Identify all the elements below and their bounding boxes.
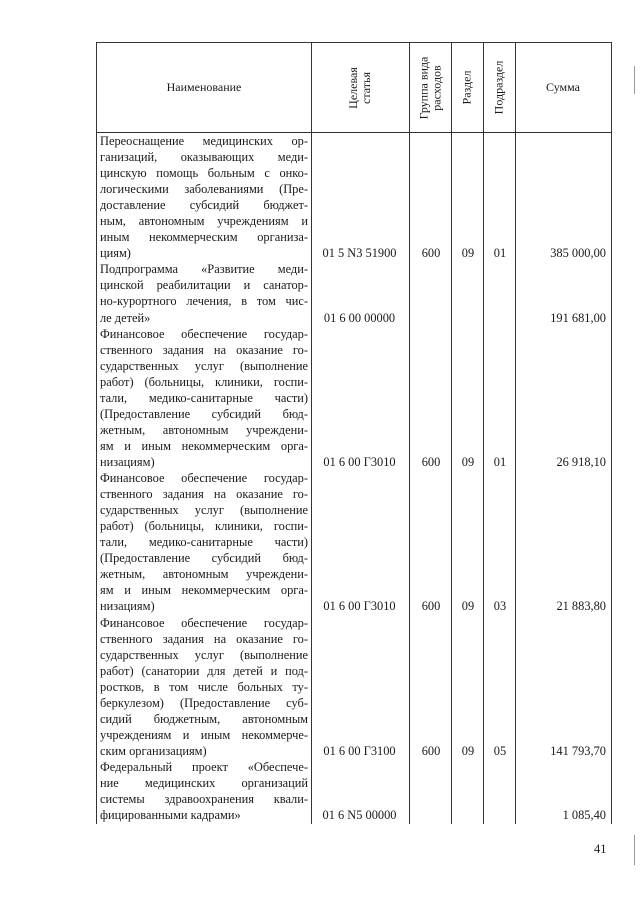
header-subsection-label: Подраздел (491, 60, 506, 115)
row-target-code: 01 6 00 Г3100 (323, 743, 396, 758)
row-name-line: ле детей» (100, 310, 151, 325)
header-group-line2: расходов (429, 64, 443, 111)
row-name-line: системы здравоохранения квали- (100, 792, 308, 807)
row-target-code: 01 5 N3 51900 (322, 246, 397, 261)
row-name-line: ственного задания на оказание го- (100, 631, 308, 646)
row-name-line: сидий бюджетным, автономным (100, 711, 308, 726)
row-name-line: Финансовое обеспечение государ- (100, 326, 308, 341)
scan-edge-mark (634, 66, 635, 94)
row-group-code: 600 (421, 599, 441, 614)
row-section-code: 09 (461, 246, 475, 261)
row-name-line: сударственных услуг (выполнение (100, 358, 308, 373)
row-name-line: тали, медико-санитарные части) (100, 535, 308, 550)
row-name-line: ям и иным некоммерческим орга- (100, 438, 308, 453)
row-name-line: жетным, автономным учреждени- (100, 422, 308, 437)
row-group-code: 600 (421, 743, 441, 758)
row-name-line: ние медицинских организаций (100, 775, 308, 790)
row-name (100, 133, 308, 261)
table-header (97, 43, 611, 133)
row-name-line: цинской реабилитации и санатор- (100, 278, 308, 293)
row-name-line: но-курортного лечения, в том чис- (100, 294, 308, 309)
column-divider (515, 43, 516, 824)
header-subsection (483, 43, 515, 132)
row-name (100, 261, 308, 325)
row-subsection-code: 01 (493, 246, 507, 261)
header-group (409, 43, 451, 132)
row-group-code: 600 (421, 455, 441, 469)
budget-table (96, 42, 612, 824)
row-name-line: сударственных услуг (выполнение (100, 647, 308, 662)
row-name-line: циям) (100, 246, 131, 261)
row-subsection-code: 05 (493, 743, 507, 758)
row-name-line: ганизаций, оказывающих меди- (100, 150, 308, 165)
page-number: 41 (594, 842, 607, 856)
row-subsection-code: 03 (493, 599, 507, 614)
header-name (97, 43, 311, 132)
row-name-line: ственного задания на оказание го- (100, 487, 308, 502)
row-sum: 141 793,70 (550, 743, 606, 758)
row-name-line: ям и иным некоммерческим орга- (100, 583, 308, 598)
row-section-code: 09 (461, 743, 475, 758)
header-target-label (347, 67, 373, 109)
row-name-line: работ) (больницы, клиники, госпи- (100, 374, 308, 389)
row-name-line: работ) (санатории для детей и под- (100, 663, 308, 678)
row-subsection-code: 01 (493, 455, 507, 469)
header-group-label (417, 56, 443, 119)
row-name-line: цинскую помощь больным с онко- (100, 166, 308, 181)
column-divider (451, 43, 452, 824)
row-name-line: (Предоставление субсидий бюд- (100, 551, 308, 566)
row-name-line: фицированными кадрами» (100, 808, 241, 823)
row-name-line: беркулезом) (Предоставление суб- (100, 695, 308, 710)
row-section-code: 09 (461, 599, 475, 614)
column-divider (483, 43, 484, 824)
row-sum: 26 918,10 (556, 455, 606, 469)
row-name-line: ским организациям) (100, 743, 207, 758)
row-name-line: работ) (больницы, клиники, госпи- (100, 519, 308, 534)
row-name-line: Финансовое обеспечение государ- (100, 615, 308, 630)
header-target-line2: статья (358, 71, 373, 104)
row-target-code: 01 6 00 00000 (323, 310, 396, 325)
column-divider (311, 43, 312, 824)
row-name-line: Подпрограмма «Развитие меди- (100, 262, 308, 277)
header-target (311, 43, 409, 132)
row-name-line: доставление субсидий бюджет- (100, 198, 308, 213)
header-sum-label: Сумма (546, 80, 580, 94)
row-name-line: (Предоставление субсидий бюд- (100, 406, 308, 421)
row-target-code: 01 6 00 Г3010 (323, 455, 396, 469)
row-name (100, 326, 308, 470)
column-divider (409, 43, 410, 824)
header-target-line1: Целевая (345, 66, 360, 109)
header-section-label: Раздел (459, 70, 474, 105)
row-name-line: жетным, автономным учреждени- (100, 567, 308, 582)
row-name-line: ным, автономным учреждениям и (100, 214, 308, 229)
row-section-code: 09 (461, 455, 475, 469)
row-name-line: логическими заболеваниями (Пре- (100, 182, 308, 197)
row-target-code: 01 6 00 Г3010 (323, 599, 396, 614)
header-sum (515, 43, 611, 132)
row-name-line: Переоснащение медицинских ор- (100, 134, 308, 148)
row-sum: 21 883,80 (556, 599, 606, 614)
row-sum: 385 000,00 (550, 246, 606, 261)
row-name-line: низациям) (100, 599, 155, 614)
row-name-line: Финансовое обеспечение государ- (100, 471, 308, 486)
row-name-line: ростков, в том числе больных ту- (100, 679, 308, 694)
row-name (100, 615, 308, 759)
row-name-line: ственного задания на оказание го- (100, 342, 308, 357)
row-group-code: 600 (421, 246, 441, 261)
row-name-line: учреждениям и иным некоммерче- (100, 727, 308, 742)
scan-edge-mark (634, 835, 635, 865)
header-section (451, 43, 483, 132)
row-name-line: иным некоммерческим организа- (100, 230, 308, 245)
row-sum: 191 681,00 (550, 310, 606, 325)
header-name-label: Наименование (166, 80, 242, 94)
row-target-code: 01 6 N5 00000 (322, 808, 397, 823)
row-name (100, 759, 308, 823)
row-sum: 1 085,40 (562, 808, 606, 823)
row-name-line: Федеральный проект «Обеспече- (100, 759, 308, 774)
header-group-line1: Группа вида (416, 56, 430, 119)
row-name (100, 470, 308, 614)
row-name-line: тали, медико-санитарные части) (100, 390, 308, 405)
row-name-line: сударственных услуг (выполнение (100, 503, 308, 518)
row-name-line: низациям) (100, 454, 155, 469)
